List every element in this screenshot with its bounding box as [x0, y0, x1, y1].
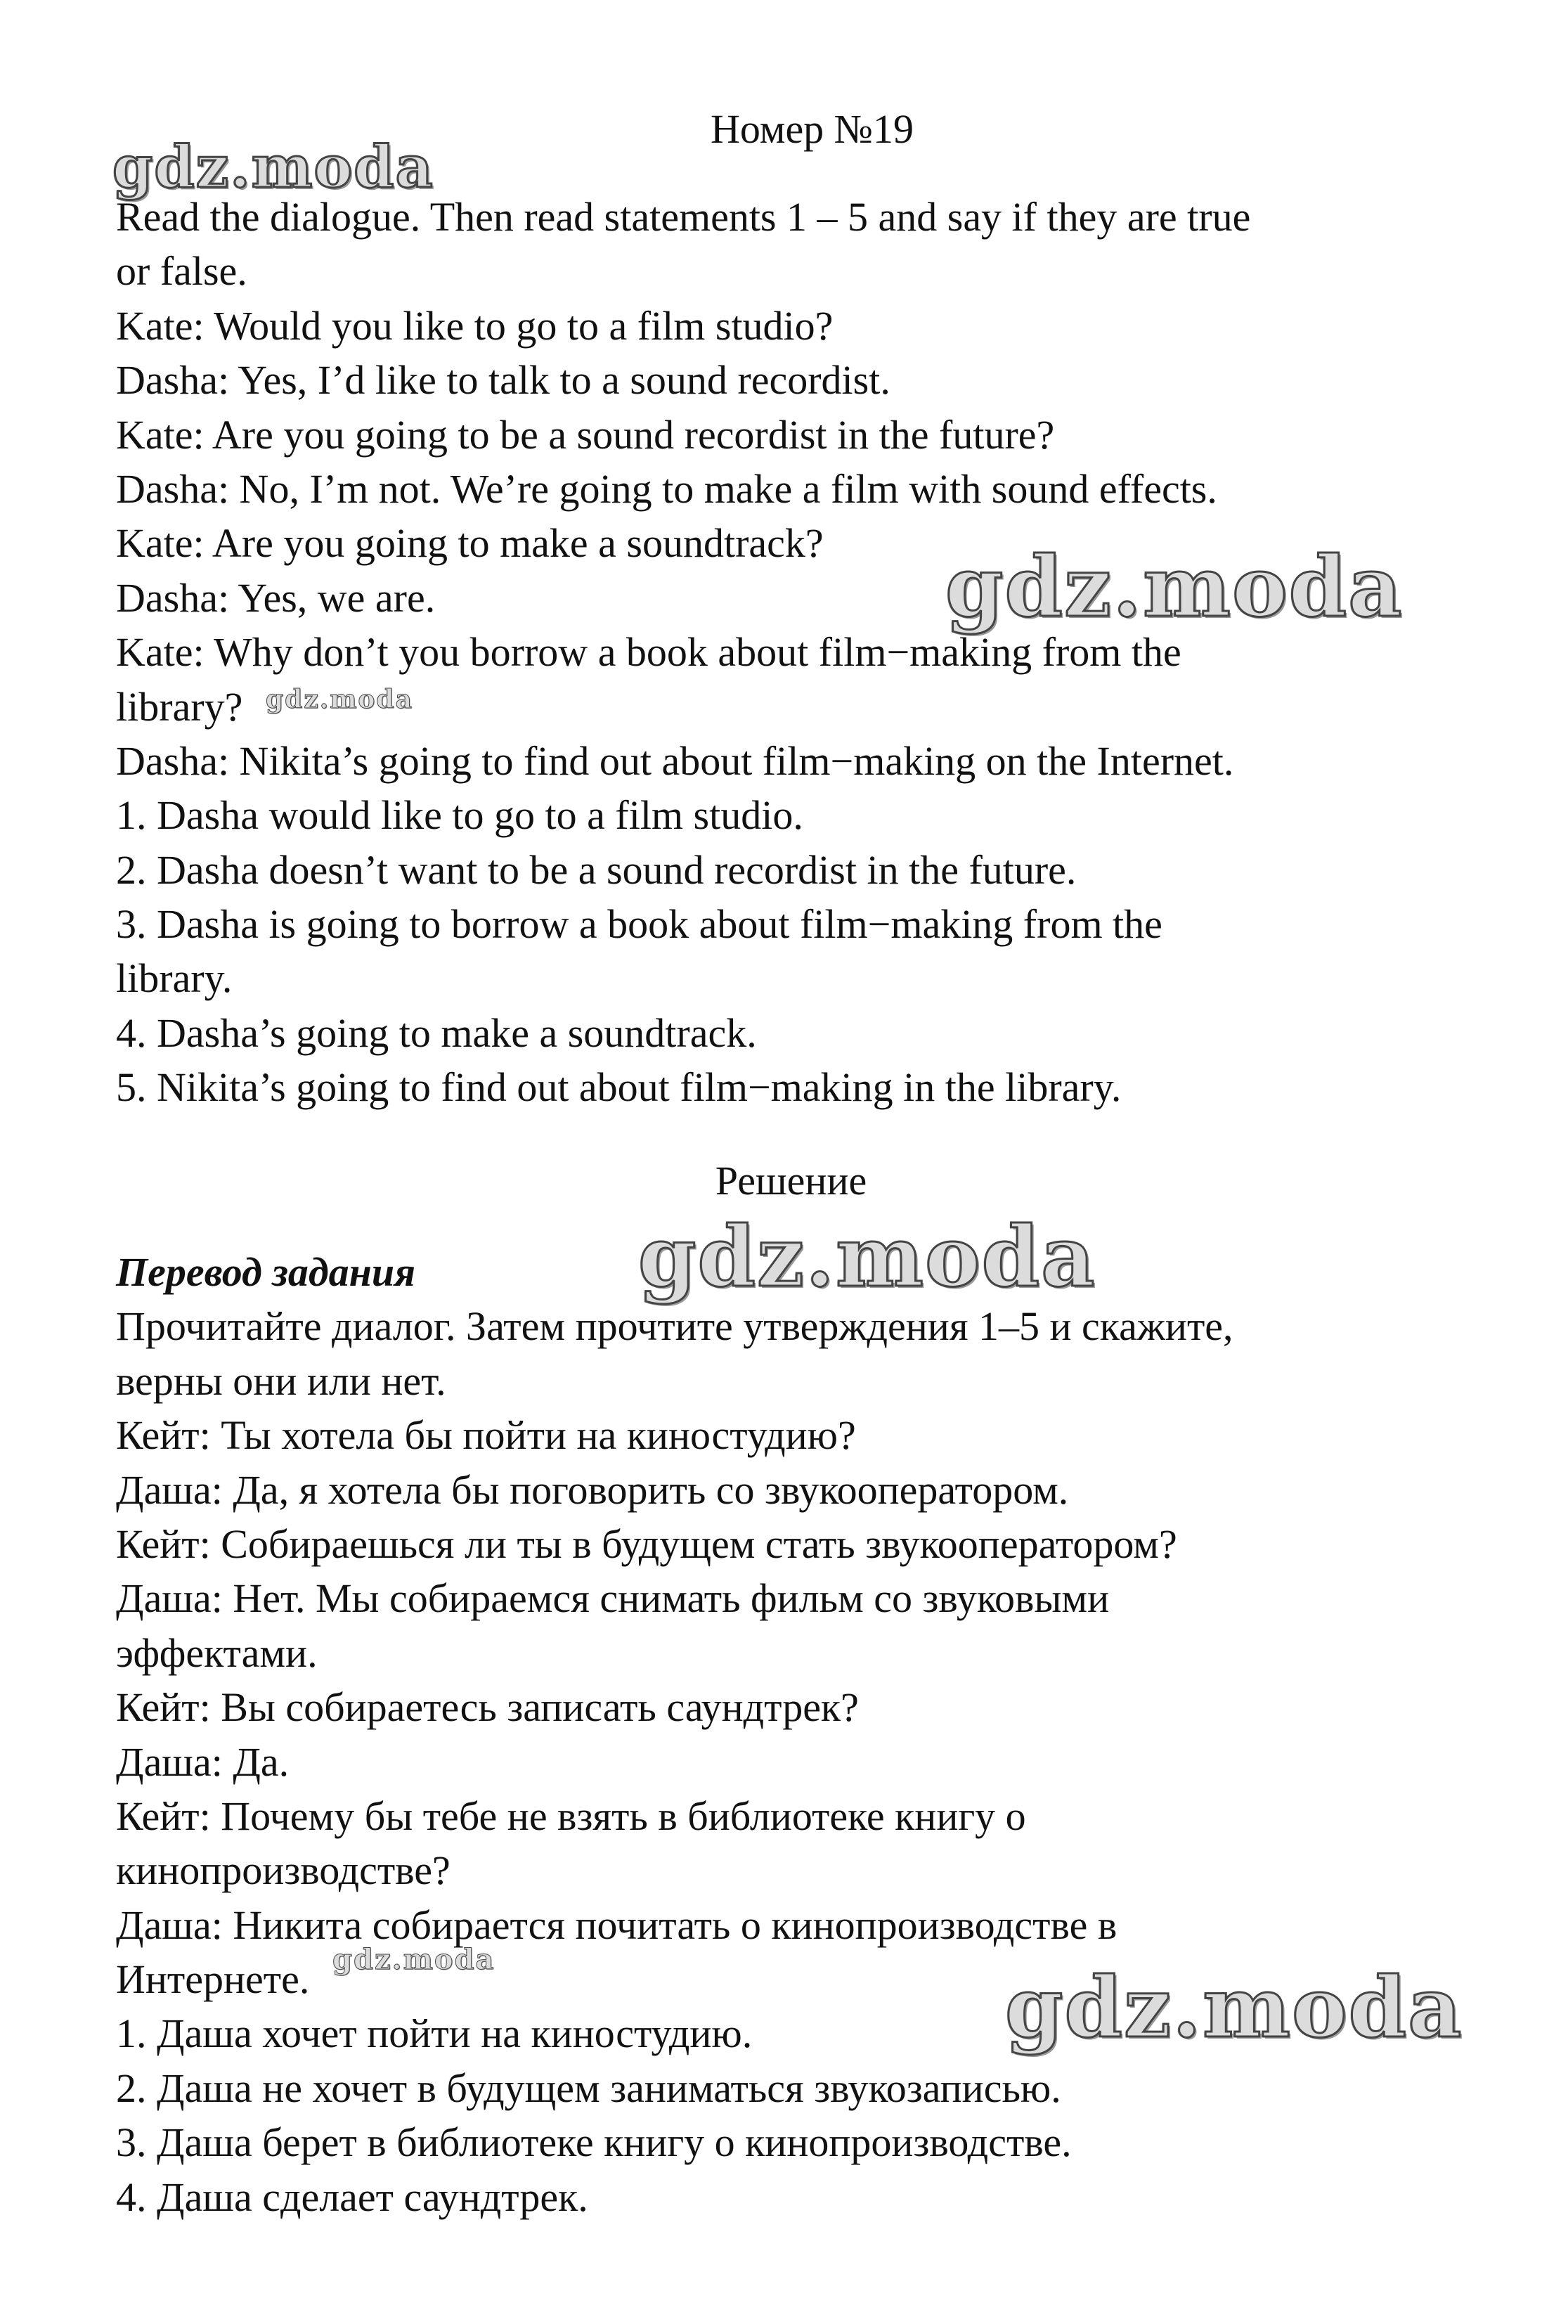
statement-line: 2. Dasha doesn’t want to be a sound recordist in the future.: [116, 846, 1077, 893]
translation-line: верны они или нет.: [116, 1357, 446, 1404]
watermark-logo: gdz.moda: [112, 134, 434, 201]
watermark-logo-small: gdz.moda: [266, 685, 413, 714]
translation-heading: Перевод задания: [116, 1249, 415, 1295]
english-task-block: [116, 190, 1486, 1115]
statement-line: 5. Nikita’s going to find out about film−making in the library.: [116, 1064, 1122, 1111]
watermark-logo-small: gdz.moda: [332, 1943, 495, 1976]
task-instruction-line-2: or false.: [116, 248, 247, 295]
translation-line: Интернете.: [116, 1956, 310, 2003]
translation-line: Прочитайте диалог. Затем прочтите утверждения 1–5 и скажите,: [116, 1303, 1233, 1350]
statement-line: 1. Dasha would like to go to a film studio.: [116, 792, 803, 839]
dialogue-line: Kate: Are you going to make a soundtrack?: [116, 520, 824, 567]
translation-line: эффектами.: [116, 1629, 318, 1676]
dialogue-line: Kate: Would you like to go to a film studio?: [116, 302, 834, 349]
watermark-logo: gdz.moda: [945, 538, 1404, 635]
translation-line: Кейт: Почему бы тебе не взять в библиотеке книгу о: [116, 1793, 1026, 1839]
translation-line: Даша: Нет. Мы собираемся снимать фильм со звуковыми: [116, 1575, 1110, 1622]
dialogue-line: Dasha: Yes, we are.: [116, 574, 436, 621]
russian-translation-block: [116, 1245, 1486, 2224]
dialogue-line: Dasha: No, I’m not. We’re going to make a film with sound effects.: [116, 465, 1217, 512]
translation-statement-line: 4. Даша сделает саундтрек.: [116, 2174, 588, 2220]
translation-line: Кейт: Вы собираетесь записать саундтрек?: [116, 1684, 859, 1731]
watermark-logo: gdz.moda: [638, 1208, 1096, 1305]
solution-title: Решение: [715, 1158, 867, 1203]
translation-line: Даша: Да.: [116, 1738, 290, 1785]
dialogue-line: Dasha: Yes, I’d like to talk to a sound recordist.: [116, 357, 890, 404]
translation-line: Кейт: Ты хотела бы пойти на киностудию?: [116, 1412, 856, 1459]
watermark-logo: gdz.moda: [1005, 1958, 1463, 2056]
page-title: Номер №19: [710, 106, 914, 152]
statement-line: library.: [116, 955, 233, 1002]
statement-line: 4. Dasha’s going to make a soundtrack.: [116, 1009, 757, 1056]
dialogue-line: Dasha: Nikita’s going to find out about film−making on the Internet.: [116, 737, 1234, 784]
translation-line: Даша: Никита собирается почитать о кинопроизводстве в: [116, 1902, 1117, 1948]
translation-line: Кейт: Собираешься ли ты в будущем стать звукооператором?: [116, 1521, 1177, 1567]
translation-statement-line: 2. Даша не хочет в будущем заниматься звукозаписью.: [116, 2065, 1061, 2111]
translation-line: Даша: Да, я хотела бы поговорить со звукооператором.: [116, 1466, 1069, 1513]
task-instruction-line-1: Read the dialogue. Then read statements 1 – 5 and say if they are true: [116, 194, 1251, 240]
translation-statement-line: 1. Даша хочет пойти на киностудию.: [116, 2010, 753, 2057]
dialogue-line: Kate: Why don’t you borrow a book about film−making from the: [116, 629, 1181, 676]
dialogue-line: Kate: Are you going to be a sound recordist in the future?: [116, 411, 1055, 458]
dialogue-line: library?: [116, 683, 243, 730]
translation-statement-line: 3. Даша берет в библиотеке книгу о кинопроизводстве.: [116, 2119, 1072, 2166]
translation-line: кинопроизводстве?: [116, 1847, 451, 1894]
statement-line: 3. Dasha is going to borrow a book about film−making from the: [116, 901, 1162, 948]
